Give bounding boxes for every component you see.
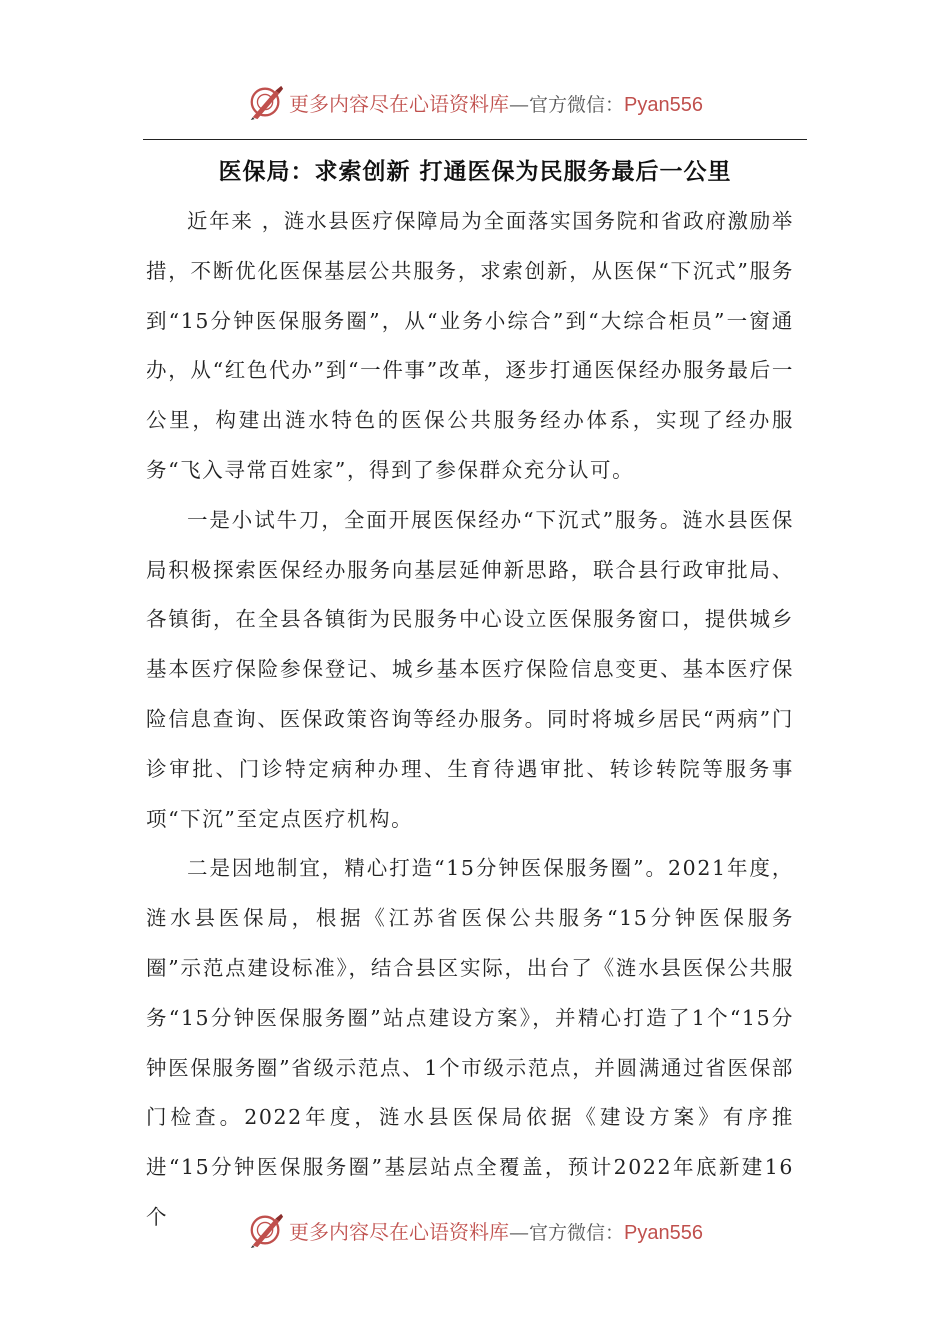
banner-text: 更多内容尽在心语资料库—官方微信：Pyan556	[289, 91, 703, 116]
banner-text: 更多内容尽在心语资料库—官方微信：Pyan556	[289, 1219, 703, 1244]
paragraph-two: 二是因地制宜，精心打造“15分钟医保服务圈”。2021年度，涟水县医保局，根据《江苏省医保公共服务“15分钟医保服务圈”示范点建设标准》，结合县区实际，出台了《涟水县医保公共服务“15分钟医保服务圈”站点建设方案》，并精心打造了1个“15分钟医保服务圈”省级示范点、1个市级示范点，并圆满通过省医保部门检查。2022年度，涟水县医保局依据《建设方案》有序推进“15分钟医保服务圈”基层站点全覆盖，预计2022年底新建16个	[146, 856, 794, 1229]
footer-banner	[0, 1208, 950, 1252]
pen-logo-icon	[247, 83, 285, 121]
paragraph-intro: 近年来 ，涟水县医疗保障局为全面落实国务院和省政府激励举措，不断优化医保基层公共服务，求索创新，从医保“下沉式”服务到“15分钟医保服务圈”，从“业务小综合”到“大综合柜员”一窗通办，从“红色代办”到“一件事”改革，逐步打通医保经办服务最后一公里，构建出涟水特色的医保公共服务经办体系，实现了经办服务“飞入寻常百姓家”，得到了参保群众充分认可。	[146, 209, 794, 482]
header-divider	[143, 139, 807, 140]
document-title: 医保局：求索创新 打通医保为民服务最后一公里	[218, 159, 732, 185]
paragraph-one: 一是小试牛刀，全面开展医保经办“下沉式”服务。涟水县医保局积极探索医保经办服务向基层延伸新思路，联合县行政审批局、各镇街，在全县各镇街为民服务中心设立医保服务窗口，提供城乡基本医疗保险参保登记、城乡基本医疗保险信息变更、基本医疗保险信息查询、医保政策咨询等经办服务。同时将城乡居民“两病”门诊审批、门诊特定病种办理、生育待遇审批、转诊转院等服务事项“下沉”至定点医疗机构。	[146, 507, 794, 831]
document-body	[146, 197, 794, 1243]
pen-logo-icon	[247, 1211, 285, 1249]
header-banner	[0, 80, 950, 124]
